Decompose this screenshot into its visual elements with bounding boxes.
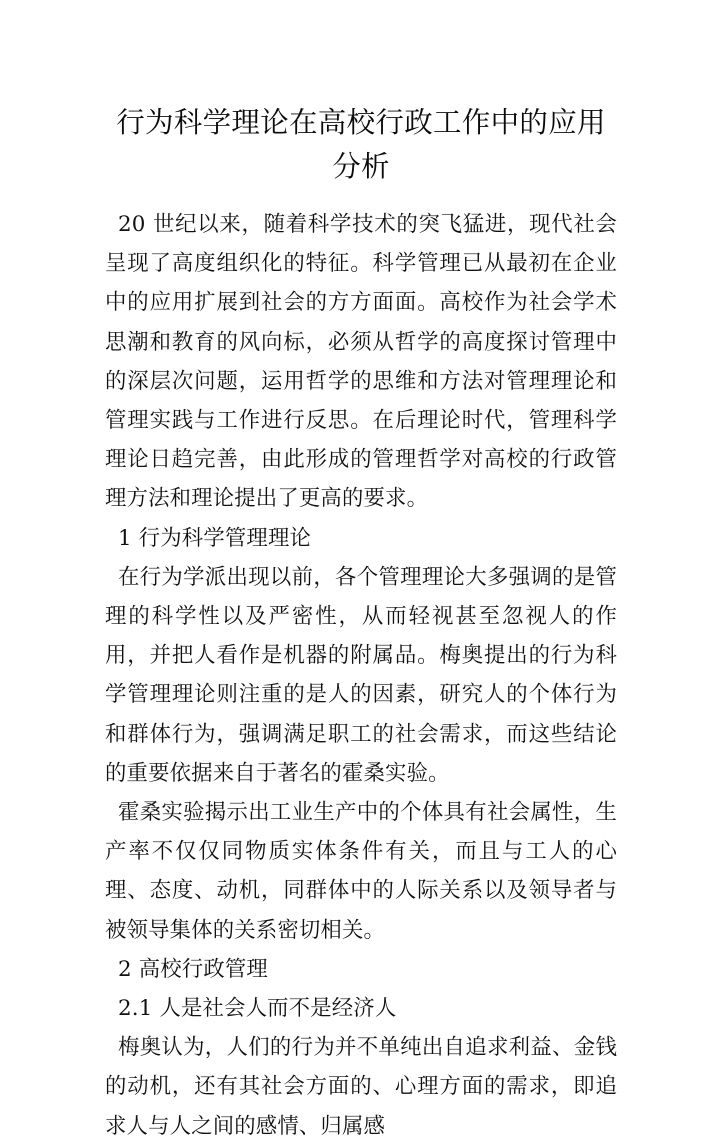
document-body: [105, 205, 617, 1146]
heading-2-university-administration: 2 高校行政管理: [118, 956, 268, 982]
heading-1-behavioral-science-management-theory: 1 行为科学管理理论: [118, 525, 312, 551]
paragraph-mayo-view: 梅奥认为，人们的行为并不单纯出自追求利益、金钱的动机，还有其社会方面的、心理方面的需求，即追求人与人之间的感情、归属感: [105, 1035, 617, 1139]
paragraph-behavioral-school: 在行为学派出现以前，各个管理理论大多强调的是管理的科学性以及严密性，从而轻视甚至忽视人的作用，并把人看作是机器的附属品。梅奥提出的行为科学管理理论则注重的是人的因素，研究人的个体行为和群体行为，强调满足职工的社会需求，而这些结论的重要依据来自于著名的霍桑实验。: [105, 564, 617, 786]
paragraph-hawthorne-experiment: 霍桑实验揭示出工业生产中的个体具有社会属性，生产率不仅仅同物质实体条件有关，而且与工人的心理、态度、动机，同群体中的人际关系以及领导者与被领导集体的关系密切相关。: [105, 800, 617, 943]
heading-2-1-social-person-not-economic-person: 2.1 人是社会人而不是经济人: [118, 996, 397, 1022]
paragraph-intro: 20 世纪以来，随着科学技术的突飞猛进，现代社会呈现了高度组织化的特征。科学管理已从最初在企业中的应用扩展到社会的方方面面。高校作为社会学术思潮和教育的风向标，必须从哲学的高度探讨管理中的深层次问题，运用哲学的思维和方法对管理理论和管理实践与工作进行反思。在后理论时代，管理科学理论日趋完善，由此形成的管理哲学对高校的行政管理方法和理论提出了更高的要求。: [105, 212, 617, 512]
page-title: 行为科学理论在高校行政工作中的应用分析: [116, 106, 606, 184]
